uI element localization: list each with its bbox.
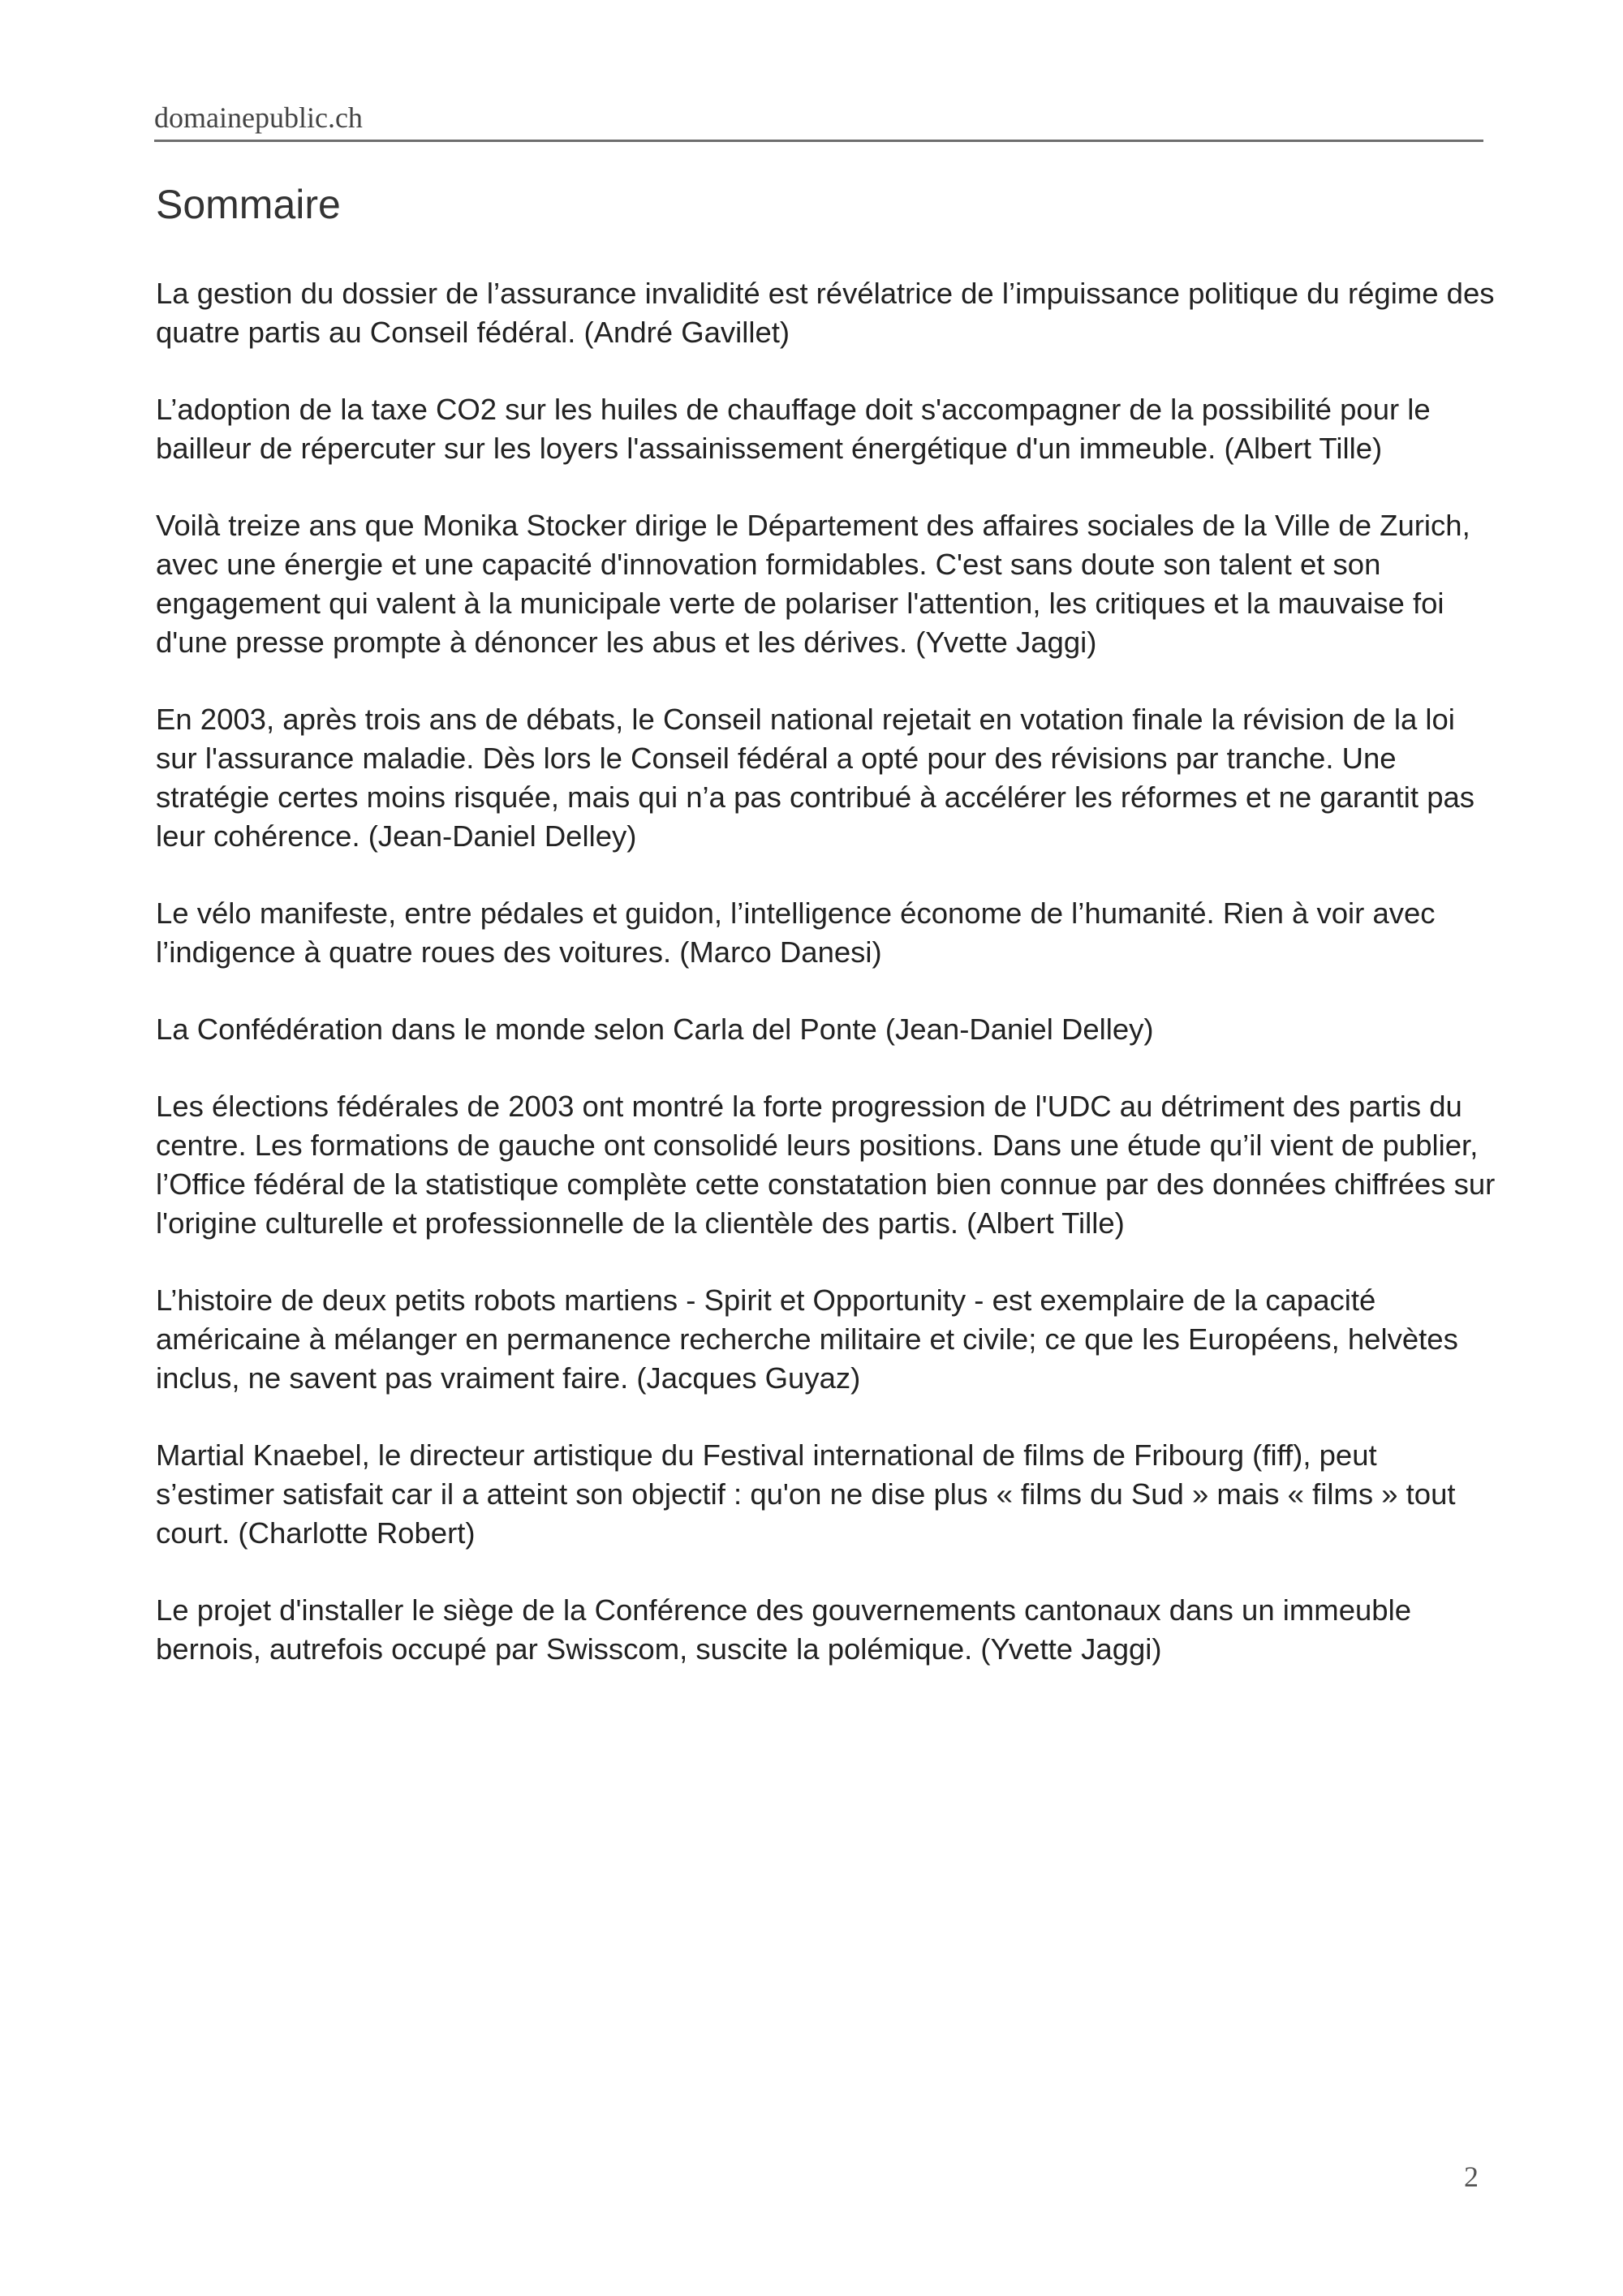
summary-item: Les élections fédérales de 2003 ont montré la forte progression de l'UDC au détriment des partis du centre. Les formations de gauche ont consolidé leurs positions. Dans une étude qu’il vient de publier, l’Office fédéral de la statistique complète cette constatation bien connue par des données chiffrées sur l'origine culturelle et professionnelle de la clientèle des partis. (Albert Tille) <box>156 1090 1496 1240</box>
summary-item: L’adoption de la taxe CO2 sur les huiles de chauffage doit s'accompagner de la possibilité pour le bailleur de répercuter sur les loyers l'assainissement énergétique d'un immeuble. (Albert Tille) <box>156 393 1431 465</box>
summary-item: Le vélo manifeste, entre pédales et guidon, l’intelligence économe de l’humanité. Rien à voir avec l’indigence à quatre roues des voitures. (Marco Danesi) <box>156 896 1436 969</box>
page-number: 2 <box>1464 2161 1479 2193</box>
site-name: domainepublic.ch <box>154 101 363 134</box>
summary-item: En 2003, après trois ans de débats, le Conseil national rejetait en votation finale la révision de la loi sur l'assurance maladie. Dès lors le Conseil fédéral a opté pour des révisions par tranche. Une stratégie certes moins risquée, mais qui n’a pas contribué à accélérer les réformes et ne garantit pas leur cohérence. (Jean-Daniel Delley) <box>156 703 1475 853</box>
page-header <box>154 101 1483 142</box>
summary-item: La Confédération dans le monde selon Carla del Ponte (Jean-Daniel Delley) <box>156 1013 1154 1046</box>
summary-item: Martial Knaebel, le directeur artistique du Festival international de films de Fribourg (fiff), peut s’estimer satisfait car il a atteint son objectif : qu'on ne dise plus « films du Sud » mais « films » tout court. (Charlotte Robert) <box>156 1438 1456 1550</box>
summary-item: L’histoire de deux petits robots martiens - Spirit et Opportunity - est exemplaire de la capacité américaine à mélanger en permanence recherche militaire et civile; ce que les Européens, helvètes inclus, ne savent pas vraiment faire. (Jacques Guyaz) <box>156 1283 1458 1395</box>
summary-item: La gestion du dossier de l’assurance invalidité est révélatrice de l’impuissance politique du régime des quatre partis au Conseil fédéral. (André Gavillet) <box>156 277 1495 349</box>
summary-item: Le projet d'installer le siège de la Conférence des gouvernements cantonaux dans un immeuble bernois, autrefois occupé par Swisscom, suscite la polémique. (Yvette Jaggi) <box>156 1593 1412 1666</box>
summary-item: Voilà treize ans que Monika Stocker dirige le Département des affaires sociales de la Ville de Zurich, avec une énergie et une capacité d'innovation formidables. C'est sans doute son talent et son engagement qui valent à la municipale verte de polariser l'attention, les critiques et la mauvaise foi d'une presse prompte à dénoncer les abus et les dérives. (Yvette Jaggi) <box>156 509 1470 659</box>
summary-list <box>156 274 1503 1707</box>
page-title: Sommaire <box>156 182 341 227</box>
